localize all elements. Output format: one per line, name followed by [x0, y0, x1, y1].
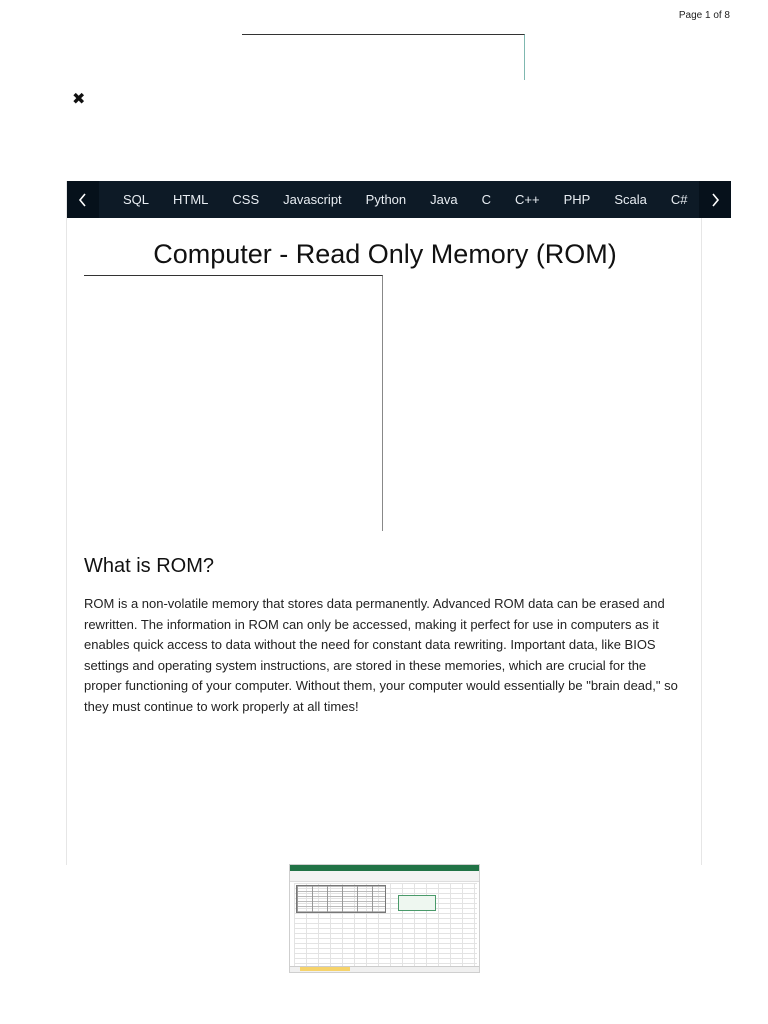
page-counter: Page 1 of 8 [678, 10, 730, 21]
thumbnail-sheet-tabs [290, 966, 479, 972]
top-ad-frame [242, 34, 525, 80]
nav-items [99, 181, 699, 218]
thumbnail-toolbar [290, 871, 479, 882]
page-title: Computer - Read Only Memory (ROM) [153, 239, 617, 269]
spreadsheet-thumbnail[interactable] [289, 864, 480, 973]
section-heading: What is ROM? [84, 555, 215, 577]
nav-item-python[interactable]: Python [365, 192, 407, 207]
nav-item-javascript[interactable]: Javascript [283, 192, 342, 207]
thumbnail-summary-box [398, 895, 436, 911]
nav-item-php[interactable]: PHP [563, 192, 591, 207]
nav-item-csharp[interactable]: C# [670, 192, 688, 207]
nav-item-c[interactable]: C [481, 192, 492, 207]
article-paragraph: ROM is a non-volatile memory that stores data permanently. Advanced ROM data can be erased and rewritten. The information in ROM can only be accessed, making it perfect for use in computers as it enables quick access to data without the need for constant data rewriting. Important data, like BIOS settings and operating system instructions, are stored in these memories, which are crucial for the proper functioning of your computer. Without them, your computer would essentially be "brain dead," so they must continue to work properly at all times! [84, 596, 678, 714]
nav-item-scala[interactable]: Scala [614, 192, 647, 207]
chevron-left-icon[interactable] [67, 181, 99, 218]
nav-item-java[interactable]: Java [430, 192, 458, 207]
nav-item-cpp[interactable]: C++ [515, 192, 540, 207]
thumbnail-table [296, 885, 386, 913]
language-navbar [67, 181, 703, 218]
article-card [66, 181, 702, 865]
nav-item-sql[interactable]: SQL [123, 192, 150, 207]
nav-item-html[interactable]: HTML [173, 192, 209, 207]
chevron-right-icon[interactable] [699, 181, 731, 218]
inline-ad-frame [84, 275, 383, 531]
close-icon[interactable]: ✖ [72, 91, 86, 108]
nav-item-css[interactable]: CSS [232, 192, 260, 207]
